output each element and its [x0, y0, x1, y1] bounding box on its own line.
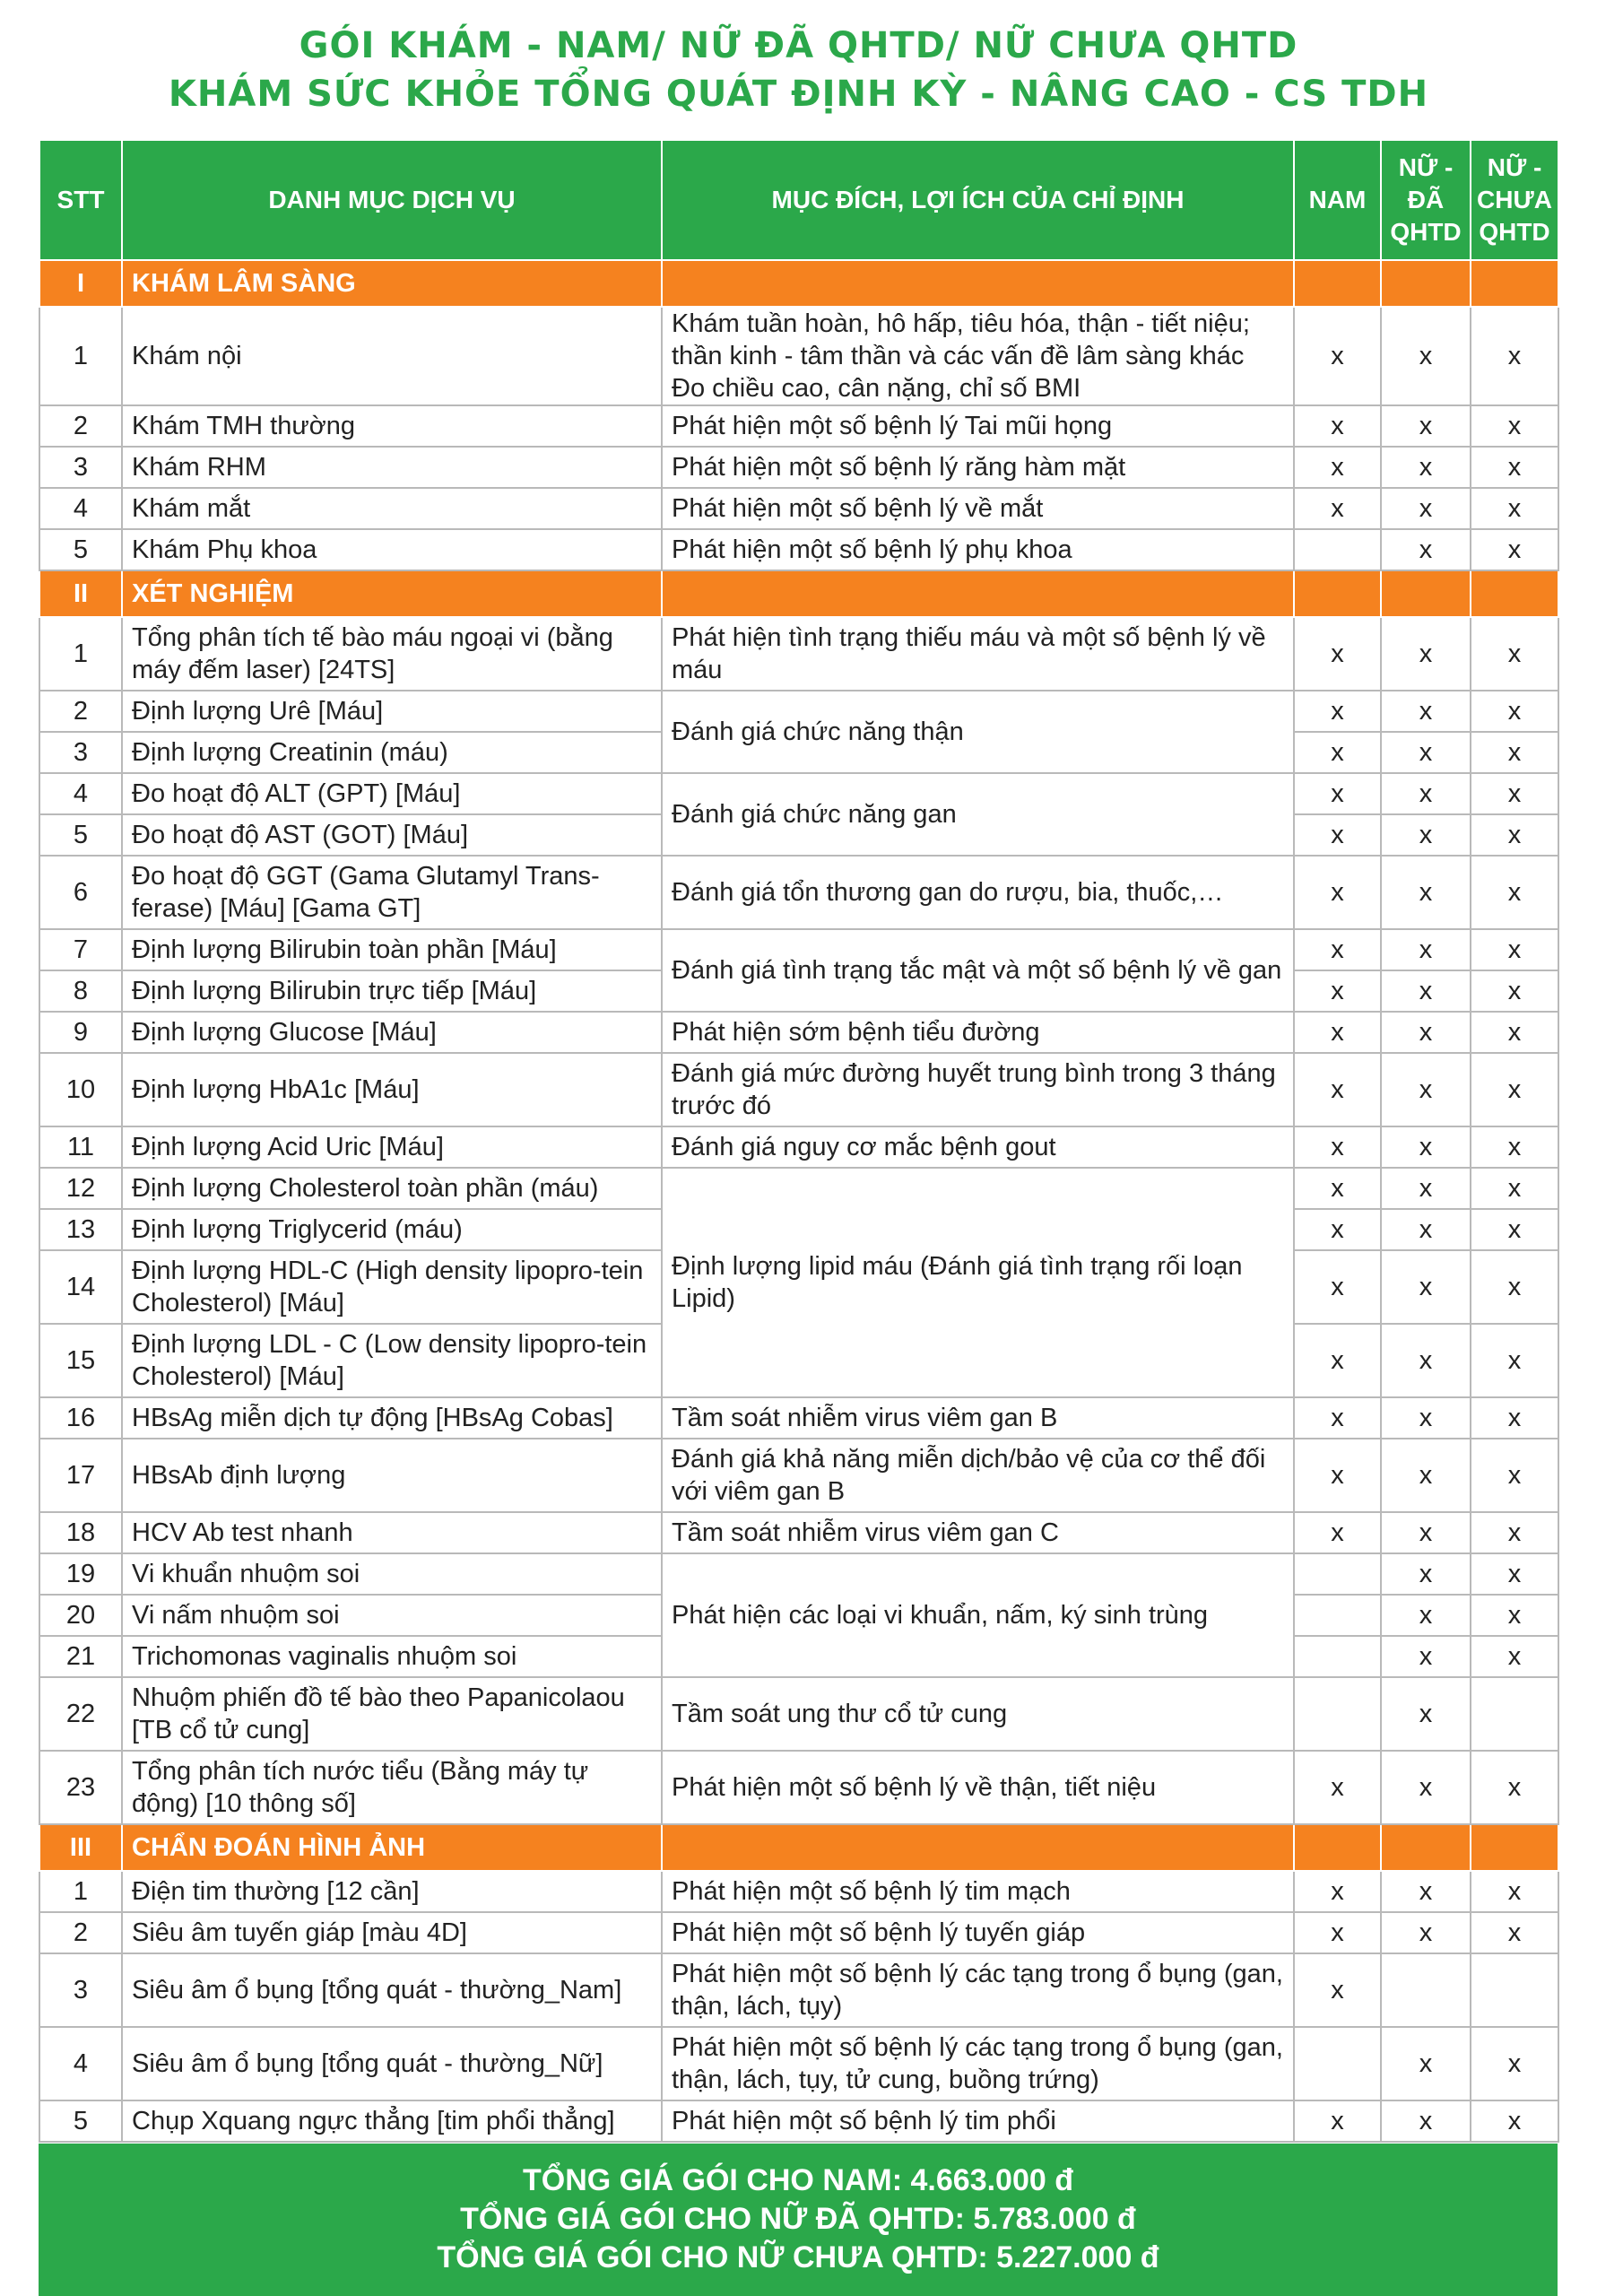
row-purpose: Đánh giá chức năng gan	[662, 773, 1294, 856]
section-row	[39, 1824, 1558, 1871]
row-service: Định lượng Glucose [Máu]	[122, 1012, 662, 1053]
row-purpose: Phát hiện một số bệnh lý Tai mũi họng	[662, 405, 1294, 447]
mark-nu-da: x	[1381, 1126, 1471, 1168]
row-stt: 10	[39, 1053, 122, 1126]
row-stt: 1	[39, 617, 122, 691]
table-row	[39, 447, 1558, 488]
mark-nam	[1294, 1677, 1381, 1751]
row-stt: 3	[39, 1953, 122, 2027]
table-row	[39, 1553, 1558, 1595]
row-service: Khám mắt	[122, 488, 662, 529]
row-service: Đo hoạt độ GGT (Gama Glutamyl Trans-ferase) [Máu] [Gama GT]	[122, 856, 662, 929]
mark-nam	[1294, 1595, 1381, 1636]
service-table	[39, 139, 1559, 2143]
row-stt: 17	[39, 1439, 122, 1512]
mark-nam: x	[1294, 1168, 1381, 1209]
mark-nu-da: x	[1381, 617, 1471, 691]
mark-nu-da: x	[1381, 1053, 1471, 1126]
row-service: Vi nấm nhuộm soi	[122, 1595, 662, 1636]
mark-nu-chua: x	[1471, 691, 1558, 732]
mark-nam	[1294, 2027, 1381, 2100]
row-stt: 20	[39, 1595, 122, 1636]
mark-nam: x	[1294, 970, 1381, 1012]
table-row	[39, 2027, 1558, 2100]
table-row	[39, 1751, 1558, 1824]
row-service: Định lượng Urê [Máu]	[122, 691, 662, 732]
row-service: Định lượng Acid Uric [Máu]	[122, 1126, 662, 1168]
row-service: HBsAb định lượng	[122, 1439, 662, 1512]
table-row	[39, 773, 1558, 814]
mark-nu-da	[1381, 1953, 1471, 2027]
mark-nu-chua: x	[1471, 856, 1558, 929]
row-purpose: Phát hiện một số bệnh lý về mắt	[662, 488, 1294, 529]
row-stt: 4	[39, 773, 122, 814]
mark-nu-chua: x	[1471, 1439, 1558, 1512]
mark-nam: x	[1294, 1126, 1381, 1168]
mark-nam: x	[1294, 1512, 1381, 1553]
row-service: Khám nội	[122, 307, 662, 405]
mark-nu-chua: x	[1471, 732, 1558, 773]
table-row	[39, 617, 1558, 691]
mark-nu-chua: x	[1471, 1636, 1558, 1677]
row-service: Trichomonas vaginalis nhuộm soi	[122, 1636, 662, 1677]
table-row	[39, 1677, 1558, 1751]
mark-nam: x	[1294, 691, 1381, 732]
row-service: Siêu âm ổ bụng [tổng quát - thường_Nữ]	[122, 2027, 662, 2100]
mark-nu-chua: x	[1471, 1324, 1558, 1397]
total-price-nu-chua-qhtd: TỔNG GIÁ GÓI CHO NỮ CHƯA QHTD: 5.227.000 đ	[437, 2240, 1159, 2274]
row-stt: 3	[39, 732, 122, 773]
mark-nu-chua: x	[1471, 1126, 1558, 1168]
row-stt: 3	[39, 447, 122, 488]
mark-nu-chua: x	[1471, 1912, 1558, 1953]
mark-nam: x	[1294, 1871, 1381, 1912]
row-stt: 2	[39, 1912, 122, 1953]
mark-nam: x	[1294, 814, 1381, 856]
row-service: Định lượng HbA1c [Máu]	[122, 1053, 662, 1126]
row-stt: 21	[39, 1636, 122, 1677]
mark-nu-da: x	[1381, 405, 1471, 447]
row-purpose: Tầm soát nhiễm virus viêm gan C	[662, 1512, 1294, 1553]
total-price-nam: TỔNG GIÁ GÓI CHO NAM: 4.663.000 đ	[522, 2163, 1073, 2197]
mark-nu-chua: x	[1471, 307, 1558, 405]
table-row	[39, 1397, 1558, 1439]
mark-nam: x	[1294, 732, 1381, 773]
row-stt: 5	[39, 814, 122, 856]
mark-nam: x	[1294, 617, 1381, 691]
table-row	[39, 1871, 1558, 1912]
mark-nam: x	[1294, 1397, 1381, 1439]
row-stt: 7	[39, 929, 122, 970]
mark-nu-da: x	[1381, 1012, 1471, 1053]
mark-nu-da: x	[1381, 1324, 1471, 1397]
mark-nu-da: x	[1381, 856, 1471, 929]
mark-nu-chua: x	[1471, 1871, 1558, 1912]
row-purpose: Phát hiện một số bệnh lý các tạng trong ổ bụng (gan, thận, lách, tụy)	[662, 1953, 1294, 2027]
row-service: HCV Ab test nhanh	[122, 1512, 662, 1553]
mark-nu-chua: x	[1471, 1012, 1558, 1053]
mark-nu-chua: x	[1471, 1397, 1558, 1439]
row-purpose: Phát hiện một số bệnh lý răng hàm mặt	[662, 447, 1294, 488]
row-service: Khám RHM	[122, 447, 662, 488]
row-stt: 6	[39, 856, 122, 929]
row-service: Định lượng HDL-C (High density lipopro-tein Cholesterol) [Máu]	[122, 1250, 662, 1324]
mark-nu-chua: x	[1471, 1595, 1558, 1636]
row-purpose: Đánh giá khả năng miễn dịch/bảo vệ của cơ thể đối với viêm gan B	[662, 1439, 1294, 1512]
row-service: Đo hoạt độ ALT (GPT) [Máu]	[122, 773, 662, 814]
mark-nu-chua: x	[1471, 1553, 1558, 1595]
header-nu-chua-qhtd: NỮ - CHƯA QHTD	[1471, 140, 1558, 260]
mark-nu-chua: x	[1471, 617, 1558, 691]
mark-nam: x	[1294, 856, 1381, 929]
mark-nu-da: x	[1381, 1209, 1471, 1250]
table-row	[39, 1512, 1558, 1553]
row-purpose: Đánh giá nguy cơ mắc bệnh gout	[662, 1126, 1294, 1168]
row-purpose: Định lượng lipid máu (Đánh giá tình trạng rối loạn Lipid)	[662, 1168, 1294, 1397]
mark-nu-chua	[1471, 1953, 1558, 2027]
mark-nu-chua: x	[1471, 1751, 1558, 1824]
mark-nam: x	[1294, 447, 1381, 488]
row-stt: 14	[39, 1250, 122, 1324]
mark-nam: x	[1294, 773, 1381, 814]
mark-nu-da: x	[1381, 1595, 1471, 1636]
mark-nam: x	[1294, 1439, 1381, 1512]
mark-nam: x	[1294, 488, 1381, 529]
table-row	[39, 1912, 1558, 1953]
table-row	[39, 1012, 1558, 1053]
mark-nam: x	[1294, 1912, 1381, 1953]
mark-nu-chua	[1471, 1677, 1558, 1751]
row-service: Siêu âm tuyến giáp [màu 4D]	[122, 1912, 662, 1953]
page-title: GÓI KHÁM - NAM/ NỮ ĐÃ QHTD/ NỮ CHƯA QHTD	[299, 25, 1298, 66]
row-stt: 8	[39, 970, 122, 1012]
row-stt: 5	[39, 529, 122, 570]
mark-nam: x	[1294, 1209, 1381, 1250]
price-summary	[39, 2144, 1558, 2296]
section-number: III	[39, 1824, 122, 1871]
mark-nu-da: x	[1381, 488, 1471, 529]
mark-nu-chua: x	[1471, 1209, 1558, 1250]
mark-nu-chua: x	[1471, 447, 1558, 488]
mark-nu-chua: x	[1471, 1250, 1558, 1324]
mark-nu-da: x	[1381, 929, 1471, 970]
row-stt: 2	[39, 691, 122, 732]
section-number: II	[39, 570, 122, 617]
mark-nam: x	[1294, 1250, 1381, 1324]
row-service: HBsAg miễn dịch tự động [HBsAg Cobas]	[122, 1397, 662, 1439]
mark-nam	[1294, 529, 1381, 570]
mark-nam	[1294, 1553, 1381, 1595]
table-row	[39, 1126, 1558, 1168]
row-service: Vi khuẩn nhuộm soi	[122, 1553, 662, 1595]
table-row	[39, 307, 1558, 405]
table-row	[39, 1168, 1558, 1209]
mark-nu-da: x	[1381, 307, 1471, 405]
row-service: Tổng phân tích tế bào máu ngoại vi (bằng máy đếm laser) [24TS]	[122, 617, 662, 691]
table-row	[39, 929, 1558, 970]
row-service: Tổng phân tích nước tiểu (Bằng máy tự động) [10 thông số]	[122, 1751, 662, 1824]
mark-nam: x	[1294, 1053, 1381, 1126]
table-row	[39, 1953, 1558, 2027]
table-row	[39, 405, 1558, 447]
mark-nam: x	[1294, 1751, 1381, 1824]
row-purpose: Phát hiện một số bệnh lý tim mạch	[662, 1871, 1294, 1912]
mark-nu-da: x	[1381, 2100, 1471, 2142]
row-stt: 18	[39, 1512, 122, 1553]
row-stt: 22	[39, 1677, 122, 1751]
page-subtitle: KHÁM SỨC KHỎE TỔNG QUÁT ĐỊNH KỲ - NÂNG CAO - CS TDH	[168, 74, 1429, 115]
mark-nu-da: x	[1381, 1871, 1471, 1912]
mark-nu-chua: x	[1471, 1512, 1558, 1553]
row-service: Khám Phụ khoa	[122, 529, 662, 570]
mark-nam: x	[1294, 1012, 1381, 1053]
row-service: Siêu âm ổ bụng [tổng quát - thường_Nam]	[122, 1953, 662, 2027]
mark-nu-chua: x	[1471, 488, 1558, 529]
mark-nu-chua: x	[1471, 929, 1558, 970]
row-service: Định lượng Creatinin (máu)	[122, 732, 662, 773]
row-purpose: Phát hiện một số bệnh lý phụ khoa	[662, 529, 1294, 570]
table-row	[39, 691, 1558, 732]
row-stt: 16	[39, 1397, 122, 1439]
row-service: Định lượng Cholesterol toàn phần (máu)	[122, 1168, 662, 1209]
mark-nu-da: x	[1381, 2027, 1471, 2100]
mark-nam: x	[1294, 929, 1381, 970]
mark-nu-da: x	[1381, 1439, 1471, 1512]
row-stt: 2	[39, 405, 122, 447]
mark-nu-da: x	[1381, 773, 1471, 814]
section-title: XÉT NGHIỆM	[122, 570, 662, 617]
row-stt: 11	[39, 1126, 122, 1168]
mark-nu-da: x	[1381, 1553, 1471, 1595]
mark-nam	[1294, 1636, 1381, 1677]
header-nu-da-qhtd: NỮ - ĐÃ QHTD	[1381, 140, 1471, 260]
mark-nu-da: x	[1381, 1912, 1471, 1953]
row-purpose: Đánh giá chức năng thận	[662, 691, 1294, 773]
row-purpose: Phát hiện sớm bệnh tiểu đường	[662, 1012, 1294, 1053]
row-stt: 1	[39, 1871, 122, 1912]
mark-nu-da: x	[1381, 1512, 1471, 1553]
section-row	[39, 260, 1558, 307]
mark-nam: x	[1294, 1324, 1381, 1397]
mark-nu-da: x	[1381, 1677, 1471, 1751]
row-purpose: Phát hiện tình trạng thiếu máu và một số bệnh lý về máu	[662, 617, 1294, 691]
row-service: Định lượng Triglycerid (máu)	[122, 1209, 662, 1250]
header-service: DANH MỤC DỊCH VỤ	[122, 140, 662, 260]
mark-nam: x	[1294, 307, 1381, 405]
row-stt: 9	[39, 1012, 122, 1053]
section-title: CHẨN ĐOÁN HÌNH ẢNH	[122, 1824, 662, 1871]
mark-nu-chua: x	[1471, 1168, 1558, 1209]
mark-nu-chua: x	[1471, 773, 1558, 814]
row-stt: 5	[39, 2100, 122, 2142]
mark-nu-da: x	[1381, 732, 1471, 773]
row-stt: 23	[39, 1751, 122, 1824]
mark-nu-chua: x	[1471, 970, 1558, 1012]
section-row	[39, 570, 1558, 617]
mark-nu-chua: x	[1471, 2100, 1558, 2142]
row-purpose: Đánh giá tình trạng tắc mật và một số bệnh lý về gan	[662, 929, 1294, 1012]
row-stt: 19	[39, 1553, 122, 1595]
header-nam: NAM	[1294, 140, 1381, 260]
row-purpose: Khám tuần hoàn, hô hấp, tiêu hóa, thận - tiết niệu; thần kinh - tâm thần và các vấn đề lâm sàng khác Đo chiều cao, cân nặng, chỉ số BMI	[662, 307, 1294, 405]
table-row	[39, 2100, 1558, 2142]
mark-nu-chua: x	[1471, 1053, 1558, 1126]
row-purpose: Phát hiện một số bệnh lý tim phổi	[662, 2100, 1294, 2142]
mark-nu-da: x	[1381, 1168, 1471, 1209]
row-service: Định lượng Bilirubin toàn phần [Máu]	[122, 929, 662, 970]
row-service: Định lượng LDL - C (Low density lipopro-tein Cholesterol) [Máu]	[122, 1324, 662, 1397]
row-purpose: Phát hiện một số bệnh lý về thận, tiết niệu	[662, 1751, 1294, 1824]
mark-nam: x	[1294, 1953, 1381, 2027]
mark-nu-da: x	[1381, 1636, 1471, 1677]
mark-nu-da: x	[1381, 1751, 1471, 1824]
row-purpose: Đánh giá tổn thương gan do rượu, bia, thuốc,…	[662, 856, 1294, 929]
table-row	[39, 1053, 1558, 1126]
row-stt: 13	[39, 1209, 122, 1250]
mark-nu-da: x	[1381, 447, 1471, 488]
row-stt: 15	[39, 1324, 122, 1397]
row-stt: 4	[39, 488, 122, 529]
row-service: Điện tim thường [12 cần]	[122, 1871, 662, 1912]
row-service: Khám TMH thường	[122, 405, 662, 447]
mark-nu-da: x	[1381, 691, 1471, 732]
mark-nu-da: x	[1381, 1397, 1471, 1439]
mark-nu-chua: x	[1471, 529, 1558, 570]
mark-nu-chua: x	[1471, 2027, 1558, 2100]
row-purpose: Phát hiện một số bệnh lý các tạng trong ổ bụng (gan, thận, lách, tụy, tử cung, buồng trứng)	[662, 2027, 1294, 2100]
section-title: KHÁM LÂM SÀNG	[122, 260, 662, 307]
row-purpose: Phát hiện các loại vi khuẩn, nấm, ký sinh trùng	[662, 1553, 1294, 1677]
table-row	[39, 856, 1558, 929]
header-stt: STT	[39, 140, 122, 260]
table-header-row	[39, 140, 1558, 260]
section-number: I	[39, 260, 122, 307]
row-purpose: Tầm soát ung thư cổ tử cung	[662, 1677, 1294, 1751]
row-purpose: Phát hiện một số bệnh lý tuyến giáp	[662, 1912, 1294, 1953]
table-row	[39, 488, 1558, 529]
mark-nu-chua: x	[1471, 405, 1558, 447]
mark-nam: x	[1294, 405, 1381, 447]
row-purpose: Tầm soát nhiễm virus viêm gan B	[662, 1397, 1294, 1439]
mark-nu-da: x	[1381, 529, 1471, 570]
row-service: Nhuộm phiến đồ tế bào theo Papanicolaou [TB cổ tử cung]	[122, 1677, 662, 1751]
row-service: Đo hoạt độ AST (GOT) [Máu]	[122, 814, 662, 856]
header-purpose: MỤC ĐÍCH, LỢI ÍCH CỦA CHỈ ĐỊNH	[662, 140, 1294, 260]
mark-nu-da: x	[1381, 814, 1471, 856]
row-service: Định lượng Bilirubin trực tiếp [Máu]	[122, 970, 662, 1012]
total-price-nu-da-qhtd: TỔNG GIÁ GÓI CHO NỮ ĐÃ QHTD: 5.783.000 đ	[460, 2202, 1136, 2236]
table-row	[39, 1439, 1558, 1512]
row-stt: 1	[39, 307, 122, 405]
row-service: Chụp Xquang ngực thẳng [tim phổi thẳng]	[122, 2100, 662, 2142]
mark-nu-da: x	[1381, 970, 1471, 1012]
row-stt: 12	[39, 1168, 122, 1209]
row-purpose: Đánh giá mức đường huyết trung bình trong 3 tháng trước đó	[662, 1053, 1294, 1126]
mark-nu-chua: x	[1471, 814, 1558, 856]
mark-nam: x	[1294, 2100, 1381, 2142]
row-stt: 4	[39, 2027, 122, 2100]
table-row	[39, 529, 1558, 570]
mark-nu-da: x	[1381, 1250, 1471, 1324]
